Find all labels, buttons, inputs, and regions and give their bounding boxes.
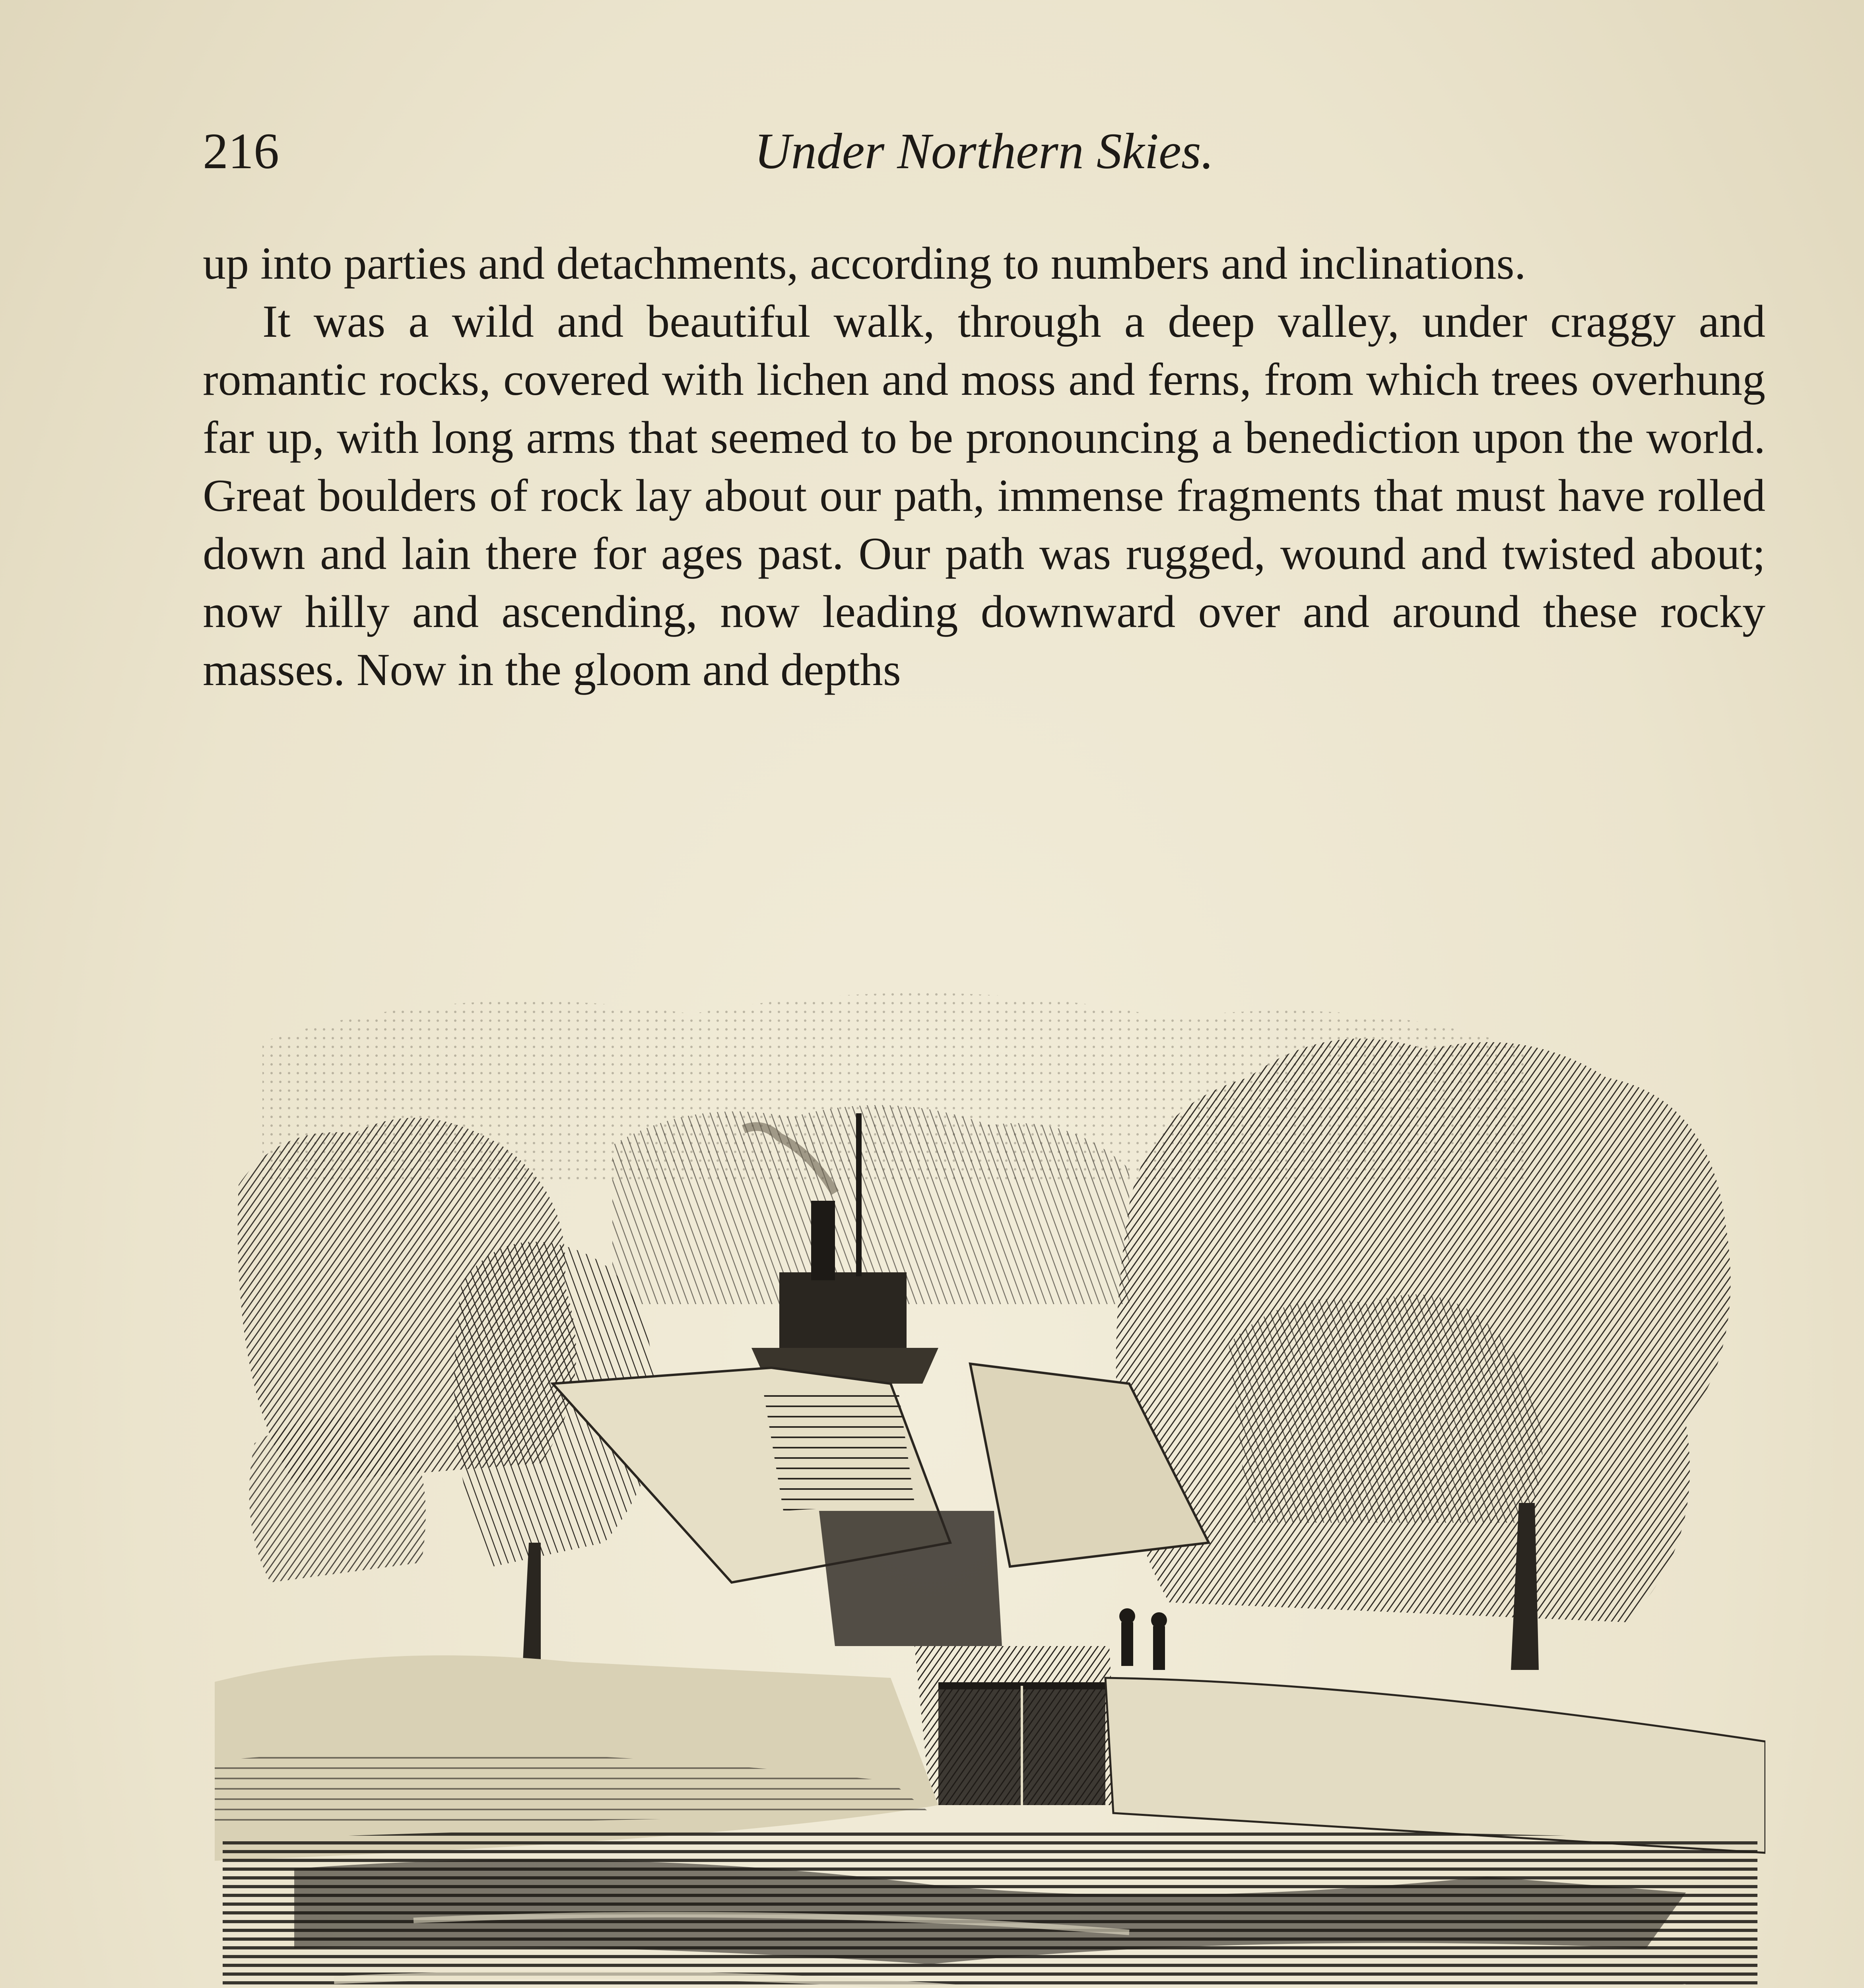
body-text-top	[203, 235, 1765, 699]
page-number: 216	[203, 123, 279, 179]
engraving-illustration	[215, 946, 1765, 1988]
paragraph: It was a wild and beautiful walk, through a deep valley, under craggy and romantic rocks, covered with lichen and moss and ferns, from which trees overhung far up, with long arms that seemed to be pronouncing a benediction upon the world. Great boulders of rock lay about our path, immense fragments that must have rolled down and lain there for ages past. Our path was rugged, wound and twisted about; now hilly and ascending, now leading downward over and around these rocky masses. Now in the gloom and depths	[203, 296, 1765, 695]
page-header	[203, 119, 1765, 183]
running-title: Under Northern Skies.	[754, 123, 1214, 179]
locks-engraving	[215, 946, 1765, 1988]
paragraph: up into parties and detachments, according to numbers and inclinations.	[203, 238, 1526, 289]
